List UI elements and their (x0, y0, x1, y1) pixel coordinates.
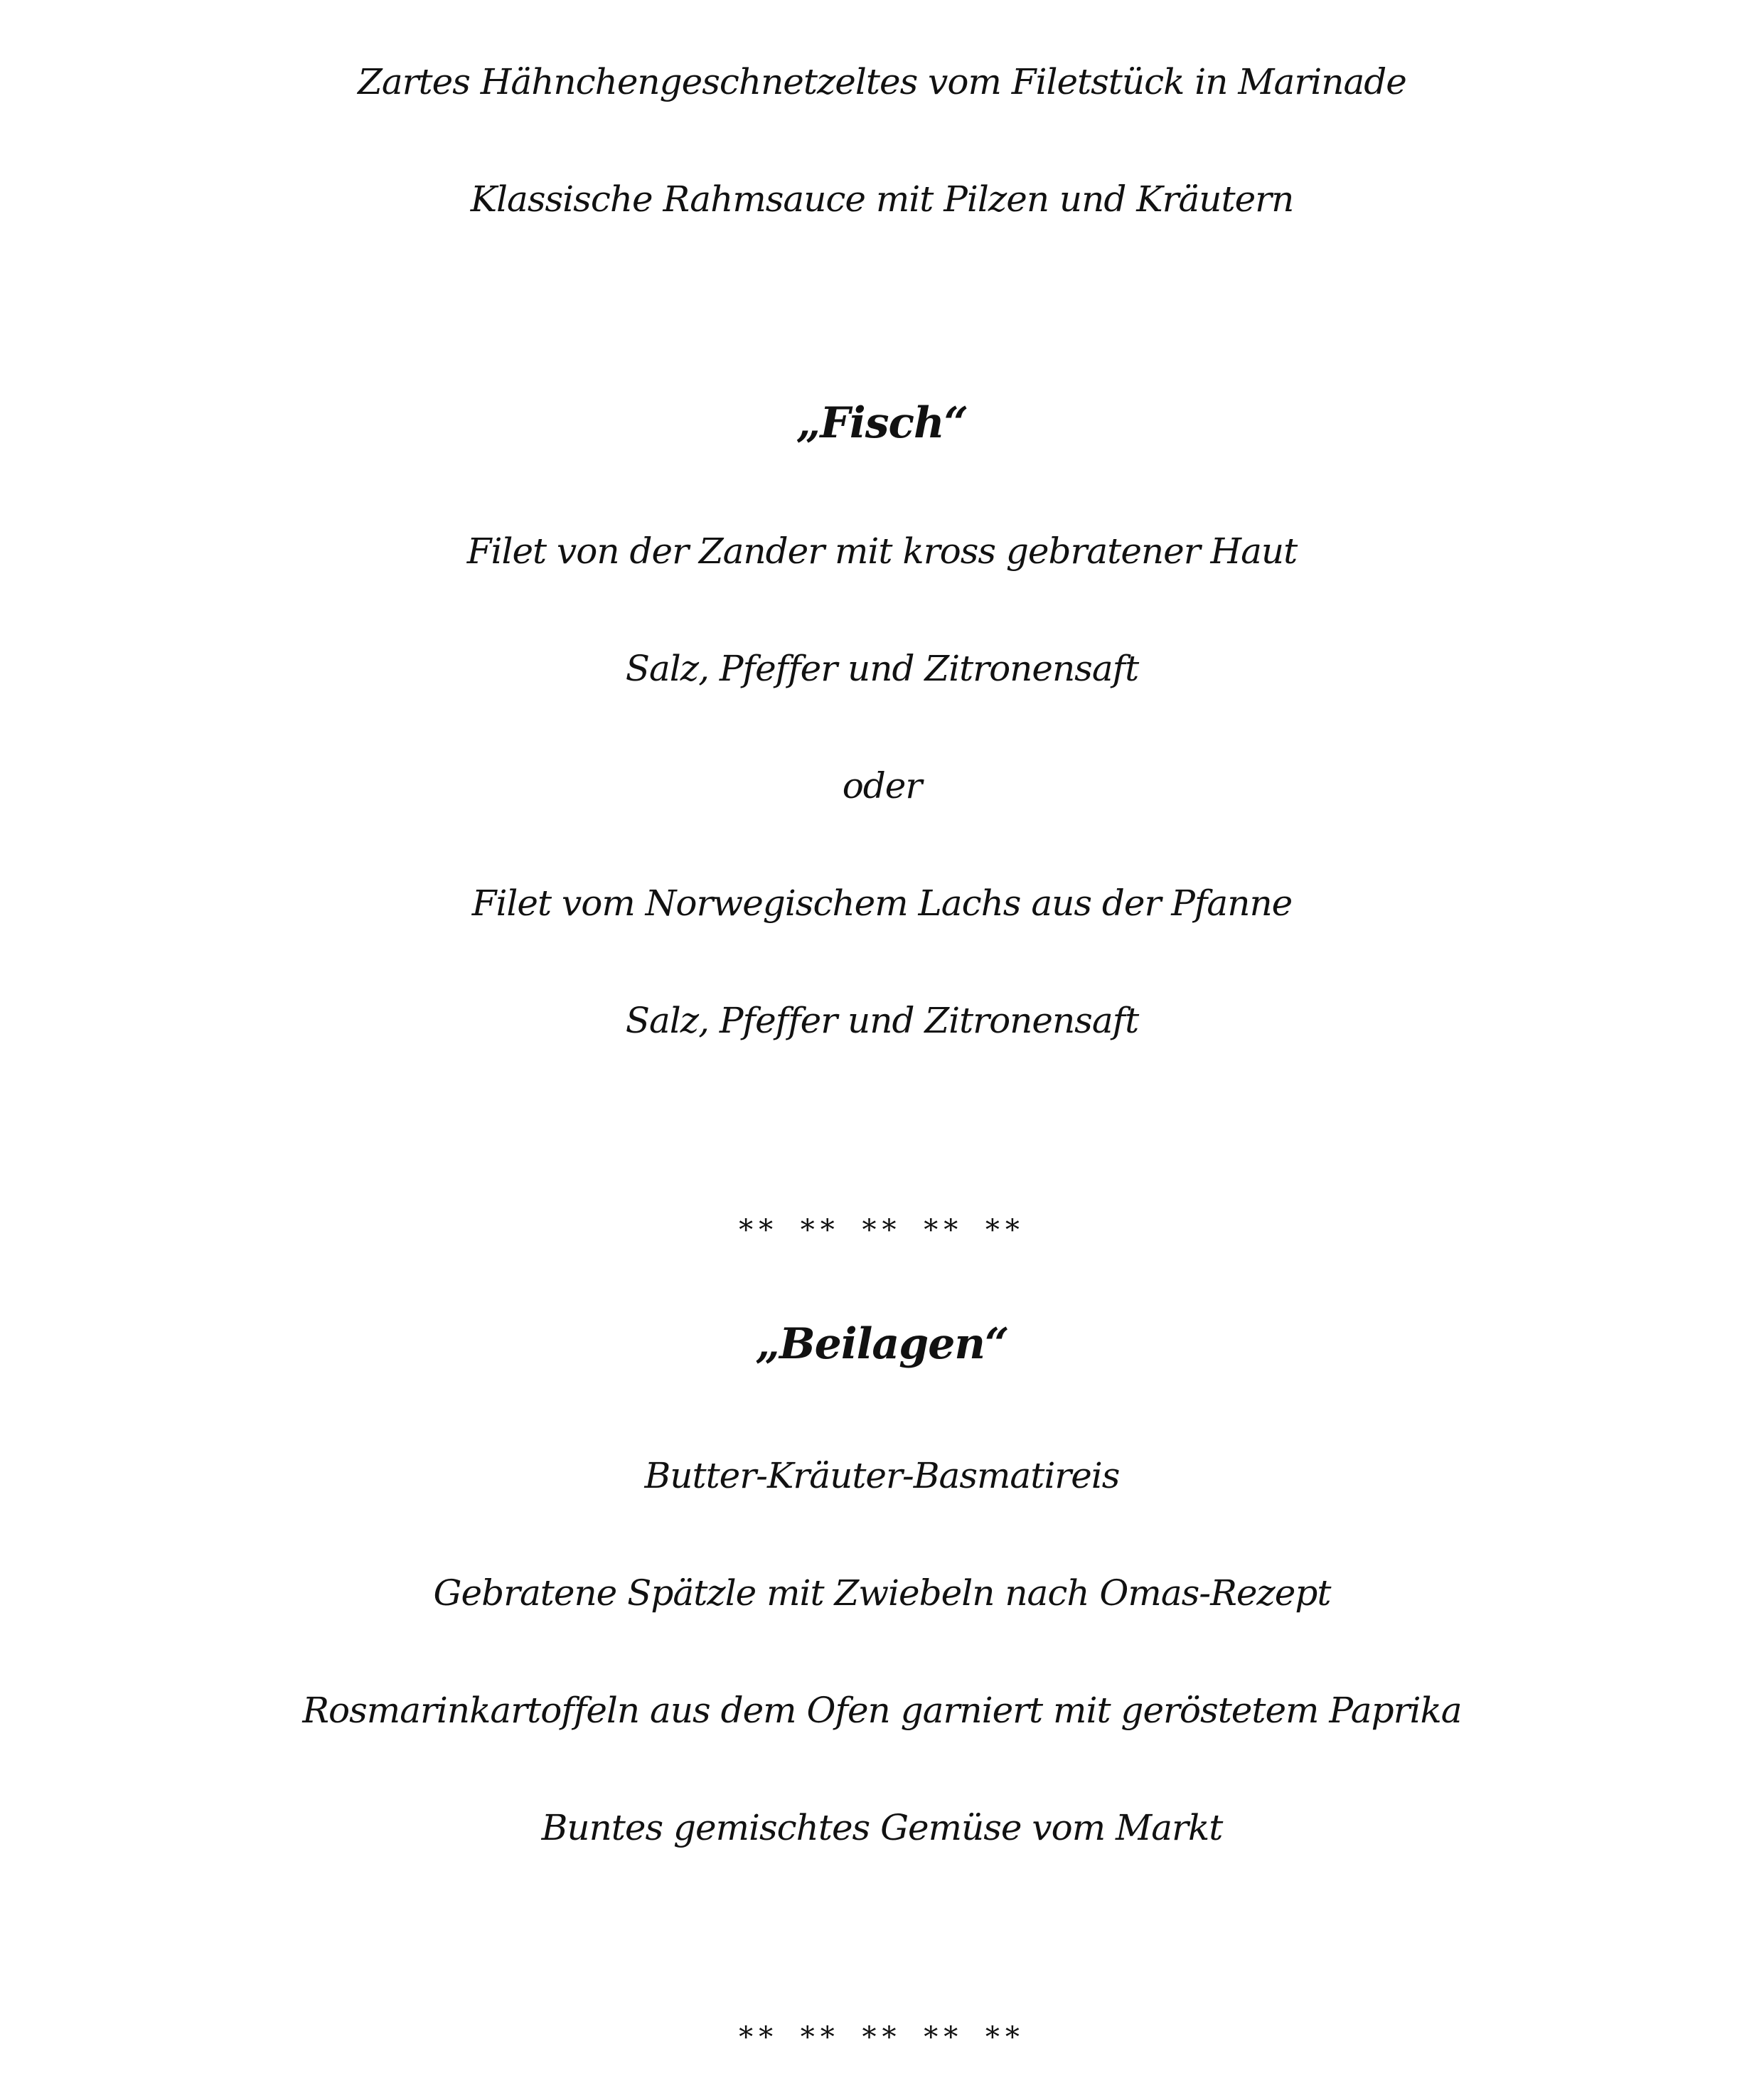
menu-item-chicken: Zartes Hähnchengeschnetzeltes vom Filetstück in Marinade (358, 61, 1406, 102)
side-item-potatoes: Rosmarinkartoffeln aus dem Ofen garniert mit geröstetem Paprika (302, 1690, 1462, 1731)
menu-item-zander-seasoning: Salz, Pfeffer und Zitronensaft (625, 648, 1139, 689)
section-heading-fish: „Fisch“ (796, 398, 968, 448)
menu-item-salmon: Filet vom Norwegischem Lachs aus der Pfanne (471, 883, 1293, 924)
side-item-spaetzle: Gebratene Spätzle mit Zwiebeln nach Omas-Rezept (433, 1572, 1331, 1614)
section-divider-stars-bottom: ** ** ** ** ** (739, 2021, 1025, 2054)
menu-alternative-separator: oder (842, 765, 922, 806)
section-heading-sides: „Beilagen“ (755, 1319, 1009, 1369)
side-item-rice: Butter-Kräuter-Basmatireis (644, 1455, 1120, 1496)
menu-item-zander: Filet von der Zander mit kross gebratener Haut (466, 531, 1298, 572)
side-item-vegetables: Buntes gemischtes Gemüse vom Markt (541, 1807, 1223, 1848)
menu-item-salmon-seasoning: Salz, Pfeffer und Zitronensaft (625, 1000, 1139, 1041)
section-divider-stars: ** ** ** ** ** (739, 1214, 1025, 1247)
menu-item-sauce: Klassische Rahmsauce mit Pilzen und Kräutern (470, 179, 1294, 220)
